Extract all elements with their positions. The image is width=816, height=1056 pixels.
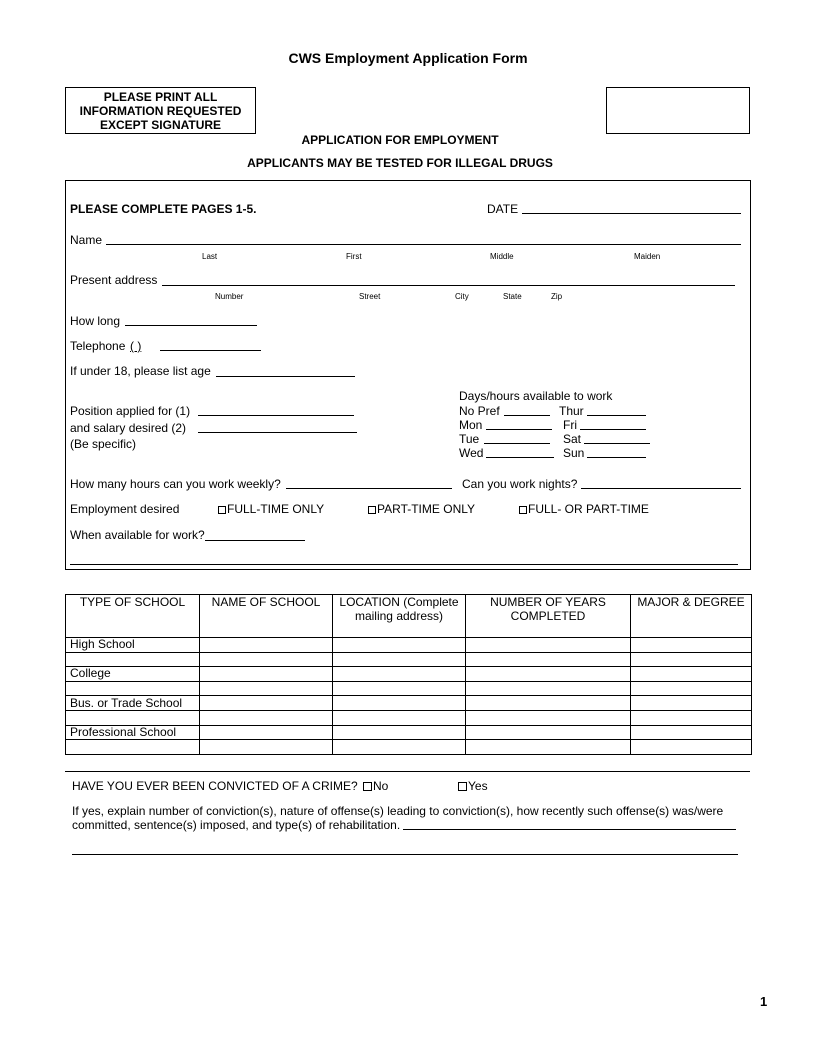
column-header: MAJOR & DEGREE <box>631 595 752 638</box>
table-cell[interactable] <box>200 667 333 682</box>
day-label: Fri <box>563 418 577 432</box>
conviction-yes-option[interactable] <box>458 779 488 793</box>
day-label: Sat <box>563 432 582 446</box>
checkbox-icon[interactable] <box>363 782 372 791</box>
nights-field[interactable] <box>581 488 741 489</box>
table-cell[interactable] <box>200 652 333 667</box>
name-part-label: First <box>346 252 362 261</box>
name-part-label: Last <box>202 252 218 261</box>
name-part-label: Maiden <box>634 252 661 261</box>
address-part-label: Street <box>359 292 381 301</box>
table-cell[interactable] <box>66 710 200 725</box>
option-label: FULL- OR PART-TIME <box>528 502 649 516</box>
education-header-row <box>66 595 752 638</box>
address-part-label: Number <box>215 292 244 301</box>
table-row <box>66 652 752 667</box>
age-field[interactable] <box>216 376 355 377</box>
conviction-explain-text: If yes, explain number of conviction(s), nature of offense(s) leading to conviction(s), how recently such offense(s) was/were <box>72 804 724 818</box>
area-code-field[interactable]: ( ) <box>130 339 142 353</box>
table-cell[interactable] <box>466 740 631 755</box>
education-table <box>65 594 752 755</box>
telephone-label: Telephone <box>70 339 126 353</box>
conviction-explain-text: committed, sentence(s) imposed, and type(s) of rehabilitation. <box>72 818 401 832</box>
table-cell[interactable] <box>631 638 752 653</box>
table-cell[interactable] <box>631 710 752 725</box>
day-hours-field[interactable] <box>484 443 550 444</box>
table-cell[interactable] <box>333 696 466 711</box>
table-cell[interactable] <box>333 652 466 667</box>
when-available-field-extra[interactable] <box>70 564 738 565</box>
checkbox-icon[interactable] <box>519 506 527 514</box>
table-cell[interactable] <box>333 638 466 653</box>
position-label: Position applied for (1) <box>70 404 191 418</box>
page-number: 1 <box>760 994 768 1009</box>
school-type-cell: High School <box>66 638 200 653</box>
day-hours-field[interactable] <box>504 415 550 416</box>
part-time-option[interactable] <box>368 502 475 516</box>
date-label: DATE <box>487 202 519 216</box>
address-field[interactable] <box>162 285 735 286</box>
table-cell[interactable] <box>200 696 333 711</box>
column-header: NAME OF SCHOOL <box>200 595 333 638</box>
school-type-cell: College <box>66 667 200 682</box>
day-label: Sun <box>563 446 585 460</box>
day-hours-field[interactable] <box>580 429 646 430</box>
section-divider <box>65 771 750 772</box>
checkbox-icon[interactable] <box>218 506 226 514</box>
table-cell[interactable] <box>466 667 631 682</box>
table-cell[interactable] <box>631 652 752 667</box>
option-label: PART-TIME ONLY <box>377 502 476 516</box>
option-label: FULL-TIME ONLY <box>227 502 325 516</box>
table-cell[interactable] <box>631 696 752 711</box>
day-hours-field[interactable] <box>486 429 552 430</box>
option-label: Yes <box>468 779 488 793</box>
when-available-field[interactable] <box>205 540 305 541</box>
name-label: Name <box>70 233 103 247</box>
position-field-1[interactable] <box>198 415 354 416</box>
application-subtitle: APPLICATION FOR EMPLOYMENT <box>301 133 499 147</box>
conviction-no-option[interactable] <box>363 779 388 793</box>
table-cell[interactable] <box>333 681 466 696</box>
conviction-question: HAVE YOU EVER BEEN CONVICTED OF A CRIME? <box>72 779 358 793</box>
be-specific-note: (Be specific) <box>70 437 137 451</box>
school-type-cell: Bus. or Trade School <box>66 696 200 711</box>
print-notice-line: INFORMATION REQUESTED <box>79 104 242 118</box>
table-row <box>66 638 752 653</box>
column-header: TYPE OF SCHOOL <box>66 595 200 638</box>
table-cell[interactable] <box>333 725 466 740</box>
date-field[interactable] <box>522 213 741 214</box>
day-hours-field[interactable] <box>587 457 646 458</box>
complete-pages-note: PLEASE COMPLETE PAGES 1-5. <box>70 202 257 216</box>
address-part-label: State <box>503 292 522 301</box>
day-label: No Pref <box>459 404 500 418</box>
conviction-explain-field[interactable] <box>403 829 736 830</box>
table-cell[interactable] <box>66 652 200 667</box>
print-notice-line: PLEASE PRINT ALL <box>103 90 218 104</box>
name-field[interactable] <box>106 244 741 245</box>
table-row <box>66 696 752 711</box>
day-hours-field[interactable] <box>587 415 646 416</box>
conviction-explain-field-extra[interactable] <box>72 854 738 855</box>
table-cell[interactable] <box>333 740 466 755</box>
option-label: No <box>373 779 389 793</box>
table-row <box>66 681 752 696</box>
drug-test-notice: APPLICANTS MAY BE TESTED FOR ILLEGAL DRUGS <box>247 156 553 170</box>
day-hours-field[interactable] <box>486 457 554 458</box>
day-label: Wed <box>459 446 484 460</box>
table-cell[interactable] <box>466 652 631 667</box>
table-cell[interactable] <box>631 725 752 740</box>
column-header: NUMBER OF YEARS COMPLETED <box>466 595 631 638</box>
how-long-field[interactable] <box>125 325 257 326</box>
checkbox-icon[interactable] <box>368 506 376 514</box>
table-cell[interactable] <box>631 667 752 682</box>
under-18-label: If under 18, please list age <box>70 364 211 378</box>
table-cell[interactable] <box>66 681 200 696</box>
address-label: Present address <box>70 273 158 287</box>
day-label: Tue <box>459 432 480 446</box>
checkbox-icon[interactable] <box>458 782 467 791</box>
name-part-label: Middle <box>490 252 514 261</box>
nights-label: Can you work nights? <box>462 477 578 491</box>
how-long-label: How long <box>70 314 121 328</box>
table-row <box>66 725 752 740</box>
employment-desired-label: Employment desired <box>70 502 180 516</box>
table-row <box>66 740 752 755</box>
table-cell[interactable] <box>200 638 333 653</box>
column-header: LOCATION (Complete mailing address) <box>333 595 466 638</box>
table-cell[interactable] <box>631 681 752 696</box>
table-cell[interactable] <box>200 710 333 725</box>
salary-label: and salary desired (2) <box>70 421 187 435</box>
address-part-label: Zip <box>551 292 563 301</box>
print-notice-line: EXCEPT SIGNATURE <box>99 118 222 132</box>
position-field-2[interactable] <box>198 432 357 433</box>
full-or-part-time-option[interactable] <box>519 502 649 516</box>
telephone-field[interactable] <box>160 350 261 351</box>
table-row <box>66 710 752 725</box>
table-cell[interactable] <box>333 710 466 725</box>
day-label: Mon <box>459 418 483 432</box>
table-cell[interactable] <box>66 740 200 755</box>
table-cell[interactable] <box>200 725 333 740</box>
table-cell[interactable] <box>466 725 631 740</box>
address-part-label: City <box>455 292 469 301</box>
table-cell[interactable] <box>200 740 333 755</box>
table-cell[interactable] <box>200 681 333 696</box>
print-notice-box <box>65 87 256 134</box>
table-row <box>66 667 752 682</box>
office-use-box <box>606 87 750 134</box>
table-cell[interactable] <box>466 681 631 696</box>
table-cell[interactable] <box>333 667 466 682</box>
school-type-cell: Professional School <box>66 725 200 740</box>
table-cell[interactable] <box>466 710 631 725</box>
hours-weekly-label: How many hours can you work weekly? <box>70 477 281 491</box>
full-time-option[interactable] <box>218 502 324 516</box>
form-title: CWS Employment Application Form <box>288 50 528 66</box>
table-cell[interactable] <box>466 696 631 711</box>
days-available-title: Days/hours available to work <box>459 389 613 403</box>
table-cell[interactable] <box>466 638 631 653</box>
day-hours-field[interactable] <box>584 443 650 444</box>
table-cell[interactable] <box>631 740 752 755</box>
when-available-label: When available for work? <box>70 528 205 542</box>
day-label: Thur <box>559 404 584 418</box>
hours-weekly-field[interactable] <box>286 488 452 489</box>
